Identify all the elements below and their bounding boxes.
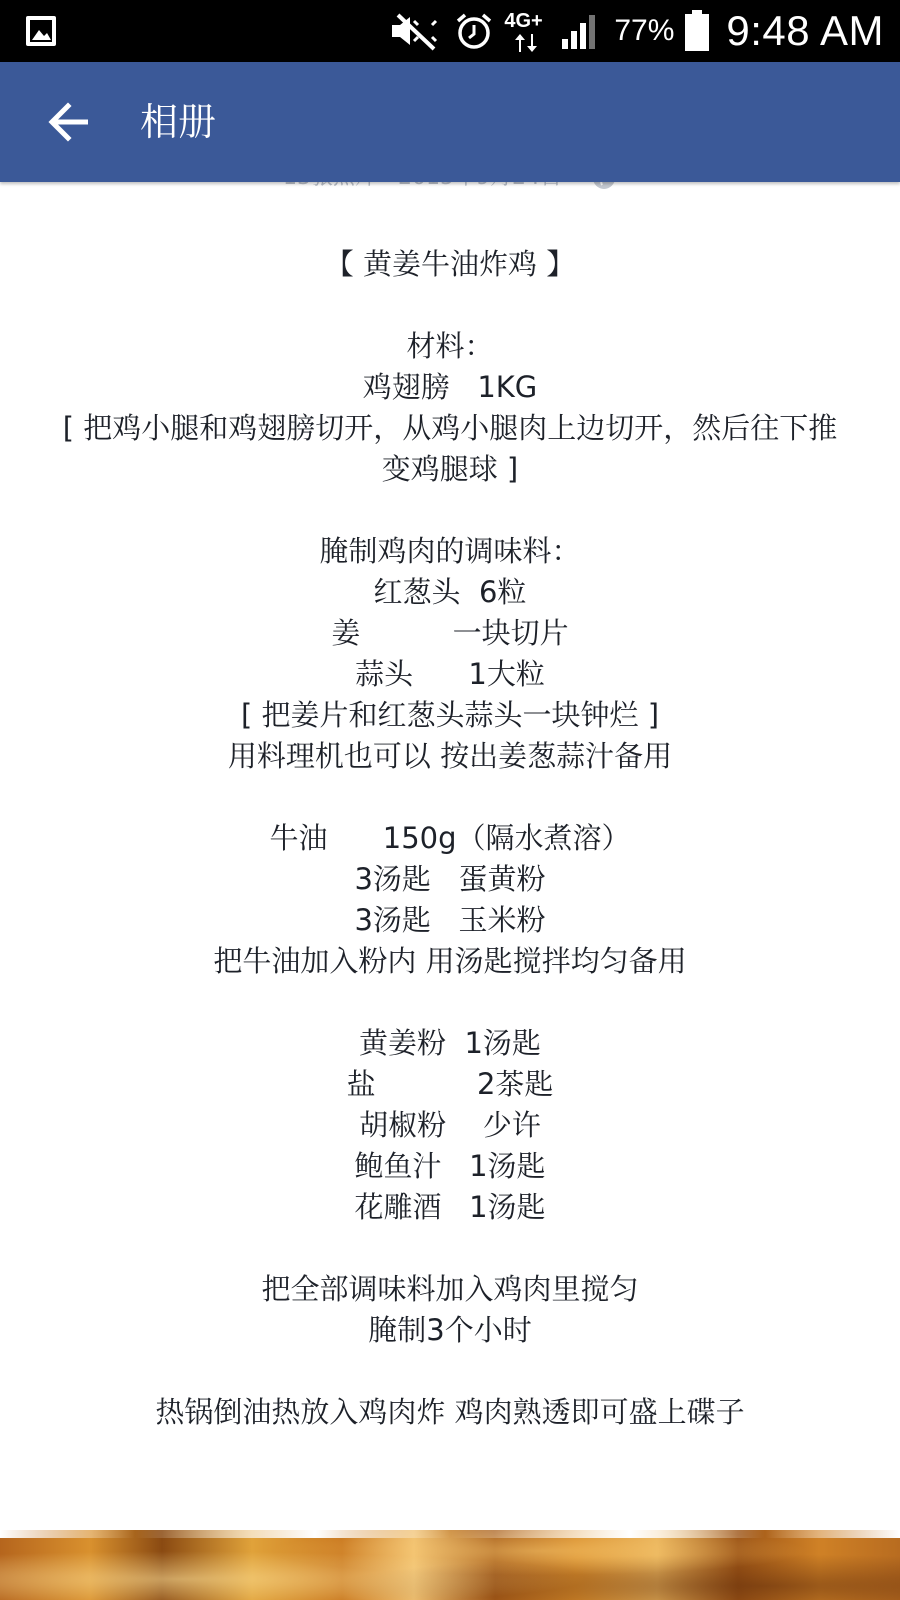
recipe-line: 把全部调味料加入鸡肉里搅匀	[261, 1272, 639, 1306]
page-title: 相册	[140, 100, 217, 144]
network-label: 4G+	[504, 10, 543, 32]
blank-line	[50, 982, 850, 1023]
photo-edge	[0, 1530, 900, 1538]
recipe-line: 鲍鱼汁 1汤匙	[354, 1149, 546, 1183]
mute-icon	[388, 11, 444, 51]
clock-time: 9:48 AM	[726, 7, 884, 54]
blank-line	[50, 1351, 850, 1392]
recipe-line: 【 黄姜牛油炸鸡 】	[324, 247, 576, 281]
recipe-line: [ 把鸡小腿和鸡翅膀切开，从鸡小腿肉上边切开，然后往下推变鸡腿球 ]	[62, 411, 838, 486]
alarm-icon	[454, 11, 494, 51]
recipe-line: 黄姜粉 1汤匙	[359, 1026, 541, 1060]
recipe-line: 3汤匙 蛋黄粉	[354, 862, 546, 896]
recipe-line: 姜 一块切片	[331, 616, 569, 650]
recipe-line: 牛油 150g（隔水煮溶）	[269, 821, 631, 855]
photo-texture	[0, 1530, 900, 1600]
recipe-line: 红葱头 6粒	[373, 575, 527, 609]
gallery-icon	[24, 14, 58, 48]
status-bar	[0, 0, 900, 62]
network-4g-icon	[504, 8, 550, 54]
back-button[interactable]	[40, 94, 96, 150]
fried-chicken-photo[interactable]	[0, 1530, 900, 1600]
battery-percent: 77%	[614, 14, 675, 47]
recipe-line: 用料理机也可以 按出姜葱蒜汁备用	[227, 739, 673, 773]
recipe-line: 花雕酒 1汤匙	[354, 1190, 546, 1224]
recipe-line: 鸡翅膀 1KG	[362, 370, 538, 404]
post-content[interactable]	[0, 182, 900, 1532]
blank-line	[50, 777, 850, 818]
blank-line	[50, 285, 850, 326]
signal-icon	[560, 11, 604, 51]
recipe-line: 3汤匙 玉米粉	[354, 903, 546, 937]
recipe-line: 胡椒粉 少许	[359, 1108, 541, 1142]
recipe-line: 腌制3个小时	[368, 1313, 532, 1347]
blank-line	[50, 490, 850, 531]
recipe-line: 盐 2茶匙	[346, 1067, 554, 1101]
blank-line	[50, 1228, 850, 1269]
recipe-text	[50, 244, 850, 1433]
recipe-line: 热锅倒油热放入鸡肉炸 鸡肉熟透即可盛上碟子	[155, 1395, 745, 1429]
recipe-line: 材料：	[406, 329, 494, 363]
arrow-left-icon	[46, 102, 90, 142]
recipe-line: 腌制鸡肉的调味料：	[319, 534, 581, 568]
app-bar	[0, 62, 900, 182]
recipe-line: 蒜头 1大粒	[355, 657, 545, 691]
recipe-line: 把牛油加入粉内 用汤匙搅拌均匀备用	[213, 944, 687, 978]
recipe-line: [ 把姜片和红葱头蒜头一块钟烂 ]	[240, 698, 660, 732]
battery-icon	[684, 10, 710, 52]
